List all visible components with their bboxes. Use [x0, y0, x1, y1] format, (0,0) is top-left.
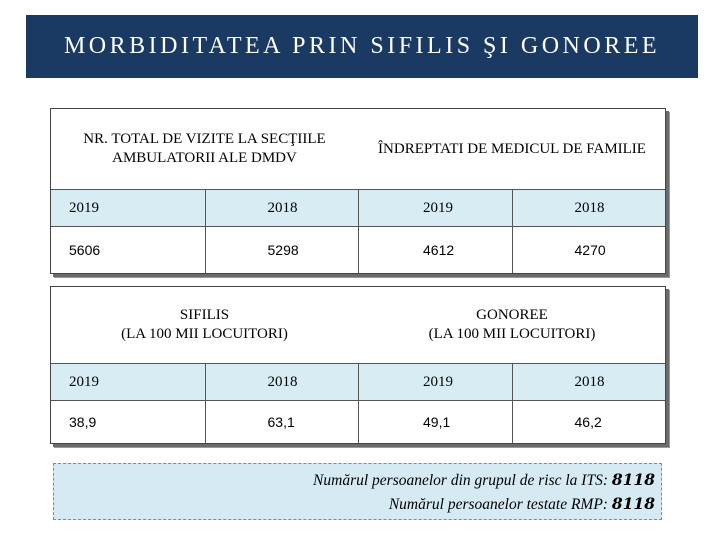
year-cell: 2019 — [358, 364, 512, 400]
year-cell: 2018 — [205, 190, 359, 226]
value-cell: 38,9 — [69, 414, 97, 430]
visits-value-row — [51, 227, 665, 273]
value-cell: 63,1 — [205, 401, 359, 443]
risk-group-note — [53, 463, 662, 520]
note-line-tested — [389, 492, 655, 516]
title-banner — [26, 15, 698, 78]
value-cell: 49,1 — [358, 401, 512, 443]
note-line2-value: 8118 — [611, 493, 655, 513]
year-cell: 2019 — [69, 199, 99, 216]
syphilis-header — [51, 287, 358, 363]
syphilis-header-unit: (LA 100 MII LOCUITORI) — [121, 326, 288, 342]
gonorrhea-header-title: GONOREE — [476, 307, 548, 323]
year-cell: 2019 — [69, 373, 99, 390]
visits-table-header — [51, 109, 665, 190]
note-line1-text: Numărul persoanelor din grupul de risc la ITS: — [313, 471, 612, 489]
morbidity-value-row — [51, 401, 665, 443]
year-cell: 2018 — [512, 190, 666, 226]
year-cell: 2018 — [512, 364, 666, 400]
gonorrhea-header — [358, 287, 665, 363]
value-cell: 4612 — [358, 227, 512, 273]
referred-by-gp-header: ÎNDREPTATI DE MEDICUL DE FAMILIE — [378, 140, 646, 157]
note-line1-value: 8118 — [611, 469, 655, 489]
morbidity-table-header — [51, 287, 665, 364]
visits-year-row — [51, 190, 665, 227]
value-cell: 46,2 — [512, 401, 666, 443]
gonorrhea-header-unit: (LA 100 MII LOCUITORI) — [428, 326, 596, 342]
morbidity-year-row — [51, 364, 665, 401]
syphilis-header-title: SIFILIS — [179, 307, 230, 323]
note-line-risk-group — [313, 468, 655, 492]
morbidity-table — [50, 286, 666, 444]
value-cell: 4270 — [512, 227, 666, 273]
total-visits-header: NR. TOTAL DE VIZITE LA SECŢIILE AMBULATORII ALE DMDV — [83, 131, 326, 166]
page-title: MORBIDITATEA PRIN SIFILIS ŞI GONOREE — [63, 33, 661, 59]
year-cell: 2018 — [205, 364, 359, 400]
note-line2-text: Numărul persoanelor testate RMP: — [388, 495, 612, 513]
value-cell: 5606 — [69, 242, 101, 258]
visits-table — [50, 108, 666, 274]
year-cell: 2019 — [358, 190, 512, 226]
value-cell: 5298 — [205, 227, 359, 273]
